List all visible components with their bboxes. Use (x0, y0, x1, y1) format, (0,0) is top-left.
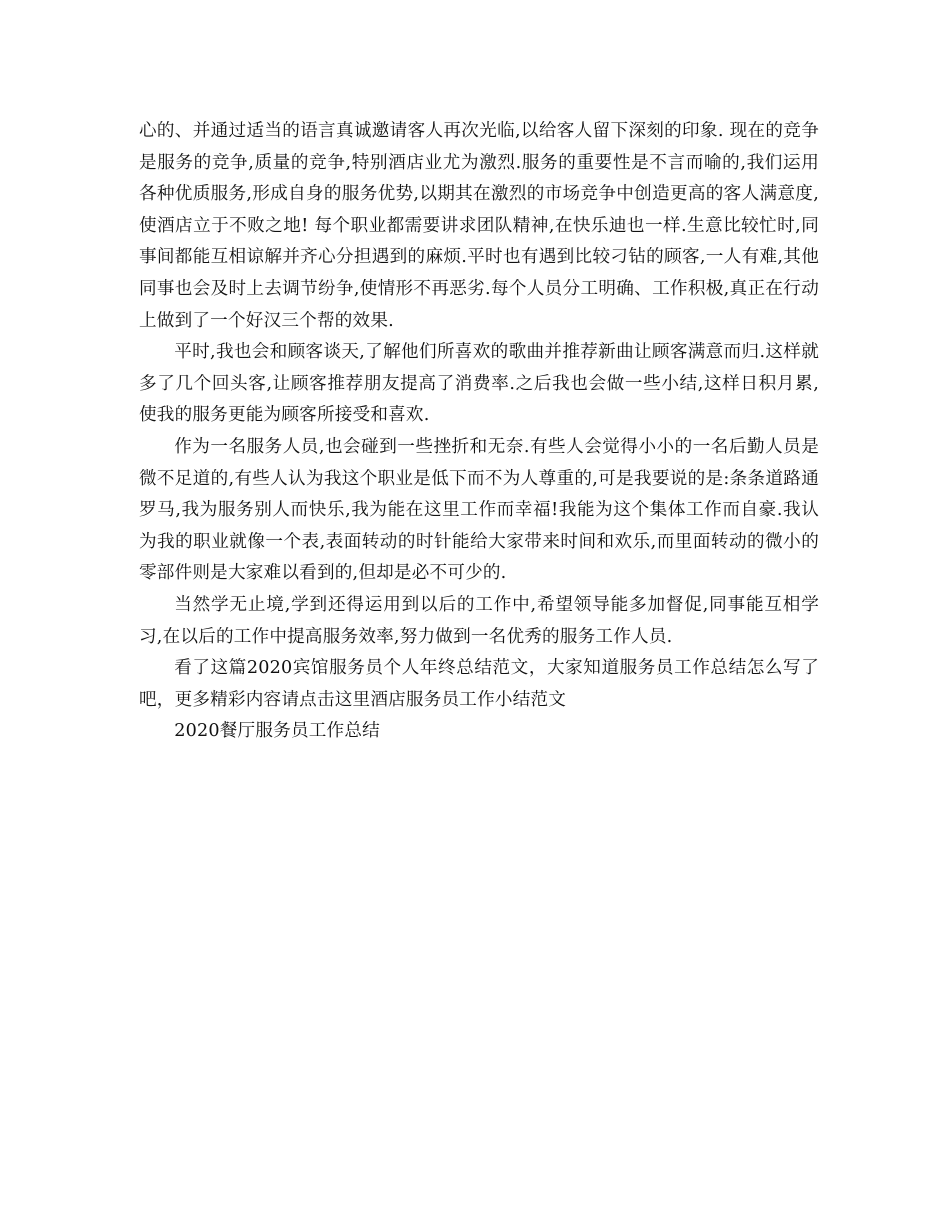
paragraph-chatting-with-customers: 平时,我也会和顾客谈天,了解他们所喜欢的歌曲并推荐新曲让顾客满意而归.这样就多了几个回头客,让顾客推荐朋友提高了消费率.之后我也会做一些小结,这样日积月累,使我的服务更能为顾客所接受和喜欢. (139, 342, 819, 426)
paragraph-related-article-note: 看了这篇2020宾馆服务员个人年终总结范文，大家知道服务员工作总结怎么写了吧，更多精彩内容请点击这里酒店服务员工作小结范文 (139, 658, 819, 710)
paragraph-related-article-title: 2020餐厅服务员工作总结 (174, 721, 380, 742)
paragraph-service-competition: 心的、并通过适当的语言真诚邀请客人再次光临,以给客人留下深刻的印象. 现在的竞争是服务的竞争,质量的竞争,特别酒店业尤为激烈.服务的重要性是不言而喻的,我们运用各种优质服务,形成自身的服务优势,以期其在激烈的市场竞争中创造更高的客人满意度,使酒店立于不败之地! 每个职业都需要讲求团队精神,在快乐迪也一样.生意比较忙时,同事间都能互相谅解并齐心分担遇到的麻烦.平时也有遇到比较刁钻的顾客,一人有难,其他同事也会及时上去调节纷争,使情形不再恶劣.每个人员分工明确、工作积极,真正在行动上做到了一个好汉三个帮的效果. (139, 121, 819, 331)
document-body (139, 116, 819, 748)
paragraph-job-pride: 作为一名服务人员,也会碰到一些挫折和无奈.有些人会觉得小小的一名后勤人员是微不足道的,有些人认为我这个职业是低下而不为人尊重的,可是我要说的是:条条道路通罗马,我为服务别人而快乐,我为能在这里工作而幸福!我能为这个集体工作而自豪.我认为我的职业就像一个表,表面转动的时针能给大家带来时间和欢乐,而里面转动的微小的零部件则是大家难以看到的,但却是必不可少的. (139, 436, 819, 584)
paragraph-continuous-learning: 当然学无止境,学到还得运用到以后的工作中,希望领导能多加督促,同事能互相学习,在以后的工作中提高服务效率,努力做到一名优秀的服务工作人员. (139, 594, 819, 647)
